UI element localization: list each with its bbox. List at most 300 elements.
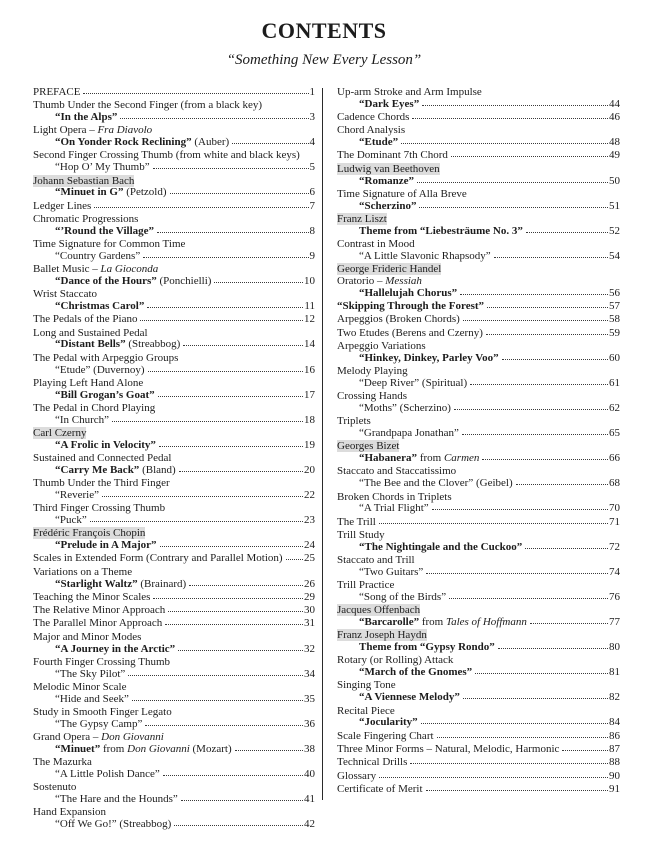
page-number: 71 <box>609 515 620 528</box>
dot-leader <box>460 294 608 295</box>
dot-leader <box>525 548 608 549</box>
page-number: 72 <box>609 540 620 553</box>
toc-entry <box>33 657 315 681</box>
entry-text <box>337 784 423 796</box>
entry-text <box>359 403 451 415</box>
text-segment: Variations on a Theme <box>33 565 133 578</box>
text-segment: “A Little Polish Dance” <box>55 768 160 781</box>
text-segment: Fra Diavolo <box>97 124 153 137</box>
text-segment: “The Bee and the Clover” (Geibel) <box>359 477 513 490</box>
dot-leader <box>120 118 308 119</box>
text-segment: The Relative Minor Approach <box>33 604 166 617</box>
entry-text <box>337 112 409 124</box>
page-number: 82 <box>609 691 620 704</box>
text-segment: Fourth Finger Crossing Thumb <box>33 655 171 668</box>
entry-text <box>55 719 142 731</box>
toc-line <box>33 187 315 199</box>
text-segment: “Romanze” <box>359 174 414 187</box>
composer-name: Johann Sebastian Bach <box>33 174 135 187</box>
entry-text <box>359 567 423 579</box>
text-segment: “Dance of the Hours” <box>55 274 157 287</box>
toc-line <box>337 453 620 465</box>
toc-line <box>337 353 620 365</box>
dot-leader <box>421 723 608 724</box>
dot-leader <box>426 790 608 791</box>
text-segment: “Barcarolle” <box>359 615 420 628</box>
page-number: 49 <box>609 149 620 162</box>
toc-line <box>337 428 620 440</box>
text-segment: “Distant Bells” <box>55 338 126 351</box>
text-segment: “Moths” (Scherzino) <box>359 401 451 414</box>
toc-line <box>337 251 620 263</box>
text-segment: Arpeggios (Broken Chords) <box>337 313 460 326</box>
text-segment: “Scherzino” <box>359 199 417 212</box>
text-segment: Three Minor Forms – Natural, Melodic, Harmonic <box>337 742 560 755</box>
toc-entry <box>33 214 315 238</box>
dot-leader <box>526 232 608 233</box>
entry-text <box>55 301 144 313</box>
dot-leader <box>516 484 608 485</box>
text-segment: Sostenuto <box>33 781 77 794</box>
text-segment: Recital Piece <box>337 704 395 717</box>
text-segment: The Trill <box>337 515 376 528</box>
toc-entry <box>337 87 620 111</box>
page-number: 44 <box>609 97 620 110</box>
toc-line <box>33 744 315 756</box>
text-segment: “Bill Grogan’s Goat” <box>55 388 155 401</box>
entry-text <box>33 87 80 99</box>
page-number: 56 <box>609 286 620 299</box>
entry-text <box>55 112 117 124</box>
text-segment: (Brainard) <box>137 577 187 590</box>
composer-name: Ludwig van Beethoven <box>337 162 440 175</box>
page-number: 30 <box>304 604 315 617</box>
toc-entry <box>337 466 620 490</box>
entry-text <box>359 617 527 629</box>
page-number: 19 <box>304 438 315 451</box>
text-segment: “The Nightingale and the Cuckoo” <box>359 540 523 553</box>
toc-entry <box>33 503 315 527</box>
text-segment: The Dominant 7th Chord <box>337 149 448 162</box>
entry-text <box>33 314 137 326</box>
text-segment: Chord Analysis <box>337 124 406 137</box>
page-number: 91 <box>609 782 620 795</box>
text-segment: Up-arm Stroke and Arm Impulse <box>337 86 482 98</box>
page-number: 29 <box>304 590 315 603</box>
toc-entry <box>33 757 315 781</box>
dot-leader <box>158 396 303 397</box>
toc-entry <box>337 441 620 465</box>
entry-text <box>33 592 150 604</box>
toc-entry <box>33 403 315 427</box>
toc-entry <box>337 391 620 415</box>
text-segment: “Carry Me Back” <box>55 463 140 476</box>
text-segment: “Habanera” <box>359 452 418 465</box>
entry-text <box>359 99 419 111</box>
page-number: 7 <box>309 199 315 212</box>
dot-leader <box>214 282 303 283</box>
page-number: 70 <box>609 502 620 515</box>
toc-entry <box>337 517 620 529</box>
text-segment: “Puck” <box>55 514 87 527</box>
dot-leader <box>140 320 303 321</box>
toc-entry <box>33 732 315 756</box>
toc-entry <box>337 314 620 326</box>
page-number: 38 <box>304 742 315 755</box>
toc-entry <box>33 707 315 731</box>
toc-line <box>337 201 620 213</box>
entry-text <box>55 276 211 288</box>
toc-entry <box>337 530 620 554</box>
toc-entry <box>337 492 620 516</box>
dot-leader <box>153 168 309 169</box>
toc-line <box>337 667 620 679</box>
entry-text <box>55 415 109 427</box>
toc-entry <box>337 150 620 162</box>
toc-line <box>33 515 315 527</box>
text-segment: “Grandpapa Jonathan” <box>359 427 459 440</box>
text-segment: Light Opera – <box>33 124 98 137</box>
dot-leader <box>232 143 308 144</box>
entry-text <box>33 553 283 565</box>
toc-line <box>337 692 620 704</box>
text-segment: “A Trial Flight” <box>359 502 429 515</box>
toc-entry <box>33 328 315 352</box>
toc-entry <box>33 87 315 99</box>
entry-text <box>359 503 429 515</box>
entry-text <box>359 251 491 263</box>
toc-line <box>33 719 315 731</box>
toc-line <box>33 819 315 831</box>
entry-text <box>359 717 418 729</box>
composer-name: Carl Czerny <box>33 427 87 440</box>
entry-text <box>55 540 157 552</box>
toc-line <box>33 201 315 213</box>
text-segment: Ledger Lines <box>33 199 92 212</box>
text-segment: (Bland) <box>139 463 176 476</box>
toc-entry <box>33 264 315 288</box>
text-segment: “A Frolic in Velocity” <box>55 438 156 451</box>
toc-line <box>337 542 620 554</box>
page-number: 10 <box>304 274 315 287</box>
dot-leader <box>174 825 303 826</box>
text-segment: Don Giovanni <box>127 742 190 755</box>
dot-leader <box>419 207 608 208</box>
text-segment: Thumb Under the Third Finger <box>33 477 170 490</box>
page-number: 34 <box>304 667 315 680</box>
entry-text <box>55 226 154 238</box>
toc-line <box>33 605 315 617</box>
page-number: 86 <box>609 729 620 742</box>
entry-text <box>337 328 483 340</box>
dot-leader <box>498 648 608 649</box>
toc-line <box>33 540 315 552</box>
page-number: 48 <box>609 136 620 149</box>
dot-leader <box>410 763 608 764</box>
toc-entry <box>33 632 315 656</box>
entry-text <box>337 150 448 162</box>
toc-line <box>337 567 620 579</box>
page-number: 84 <box>609 716 620 729</box>
page-number: 16 <box>304 363 315 376</box>
page-number: 50 <box>609 174 620 187</box>
page-number: 24 <box>304 539 315 552</box>
toc-line <box>33 276 315 288</box>
composer-name: George Frideric Handel <box>337 263 442 276</box>
text-segment: (Auber) <box>191 136 230 149</box>
dot-leader <box>379 777 608 778</box>
toc-entry <box>33 453 315 477</box>
text-segment: Arpeggio Variations <box>337 339 426 352</box>
page-number: 66 <box>609 452 620 465</box>
toc-entry <box>337 239 620 263</box>
toc-entry <box>33 553 315 565</box>
toc-line <box>337 328 620 340</box>
toc-entry <box>33 592 315 604</box>
page-number: 87 <box>609 742 620 755</box>
text-segment: “Hallelujah Chorus” <box>359 286 458 299</box>
text-segment: “On Yonder Rock Reclining” <box>55 136 192 149</box>
toc-line <box>337 757 620 769</box>
toc-entry <box>33 605 315 617</box>
text-segment: “Off We Go!” (Streabbog) <box>55 818 172 831</box>
text-segment: Time Signature for Common Time <box>33 238 186 251</box>
entry-text <box>55 794 178 806</box>
dot-leader <box>432 509 608 510</box>
toc-line <box>33 644 315 656</box>
text-segment: The Pedal with Arpeggio Groups <box>33 351 179 364</box>
toc-entry <box>337 605 620 629</box>
toc-entry <box>33 201 315 213</box>
toc-line <box>337 301 620 313</box>
toc-line <box>33 592 315 604</box>
dot-leader <box>486 334 608 335</box>
text-segment: “Hide and Seek” <box>55 692 129 705</box>
text-segment: Certificate of Merit <box>337 782 423 795</box>
toc-entry <box>33 478 315 502</box>
page-number: 4 <box>309 136 315 149</box>
page-number: 31 <box>304 617 315 630</box>
toc-line <box>33 390 315 402</box>
page-number: 3 <box>309 111 315 124</box>
page-number: 1 <box>309 86 315 98</box>
text-segment: “The Hare and the Hounds” <box>55 793 178 806</box>
page-number: 76 <box>609 590 620 603</box>
page-number: 58 <box>609 313 620 326</box>
text-segment: “Prelude in A Major” <box>55 539 157 552</box>
text-segment: “Minuet in G” <box>55 186 124 199</box>
toc-line <box>337 150 620 162</box>
entry-text <box>55 744 232 756</box>
dot-leader <box>417 182 608 183</box>
page-number: 62 <box>609 401 620 414</box>
page-number: 11 <box>304 300 315 313</box>
dot-leader <box>94 207 308 208</box>
dot-leader <box>179 471 303 472</box>
toc-line <box>33 794 315 806</box>
toc-entry <box>337 341 620 365</box>
page-number: 40 <box>304 768 315 781</box>
toc-entry <box>33 150 315 174</box>
text-segment: Second Finger Crossing Thumb (from white and black keys) <box>33 149 300 162</box>
toc-line <box>33 669 315 681</box>
entry-text <box>359 642 495 654</box>
dot-leader <box>463 320 608 321</box>
entry-text <box>55 162 150 174</box>
entry-text <box>359 592 446 604</box>
page-number: 57 <box>609 300 620 313</box>
toc-entry <box>337 264 620 299</box>
entry-text <box>359 176 414 188</box>
entry-text <box>359 201 416 213</box>
composer-name: Franz Joseph Haydn <box>337 629 427 642</box>
text-segment: Cadence Chords <box>337 111 410 124</box>
text-segment: Technical Drills <box>337 756 408 769</box>
text-segment: (Petzold) <box>123 186 167 199</box>
entry-text <box>55 440 156 452</box>
entry-text <box>359 453 479 465</box>
toc-entry <box>337 416 620 440</box>
dot-leader <box>470 384 608 385</box>
entry-text <box>55 251 140 263</box>
text-segment: The Parallel Minor Approach <box>33 617 163 630</box>
text-segment: Scales in Extended Form (Contrary and Parallel Motion) <box>33 552 283 565</box>
text-segment: Sustained and Connected Pedal <box>33 452 172 465</box>
text-segment: Teaching the Minor Scales <box>33 590 151 603</box>
text-segment: Ballet Music – <box>33 263 101 276</box>
toc-entry <box>33 314 315 326</box>
text-segment: “Two Guitars” <box>359 565 424 578</box>
text-segment: Playing Left Hand Alone <box>33 376 144 389</box>
composer-name: Georges Bizet <box>337 440 400 453</box>
toc-line <box>33 490 315 502</box>
toc-line <box>337 592 620 604</box>
text-segment: Hand Expansion <box>33 806 107 819</box>
entry-text <box>55 339 180 351</box>
toc-entry <box>33 239 315 263</box>
entry-text <box>55 465 176 477</box>
text-segment: Crossing Hands <box>337 390 407 403</box>
text-segment: Singing Tone <box>337 679 396 692</box>
toc-line <box>33 769 315 781</box>
toc-entry <box>337 366 620 390</box>
page-number: 5 <box>309 161 315 174</box>
toc-entry <box>337 112 620 124</box>
toc-entry <box>337 706 620 730</box>
toc-entry <box>337 189 620 213</box>
toc-line <box>33 251 315 263</box>
text-segment: (Mozart) <box>189 742 232 755</box>
entry-text <box>359 353 499 365</box>
toc-line <box>337 784 620 796</box>
dot-leader <box>454 409 608 410</box>
dot-leader <box>235 750 303 751</box>
text-segment: “A Viennese Melody” <box>359 691 460 704</box>
toc-line <box>33 618 315 630</box>
toc-line <box>337 642 620 654</box>
toc-line <box>337 403 620 415</box>
entry-text <box>33 503 165 515</box>
toc-line <box>33 440 315 452</box>
text-segment: (Ponchielli) <box>156 274 212 287</box>
entry-text <box>359 667 472 679</box>
page-number: 17 <box>304 388 315 401</box>
entry-text <box>55 365 145 377</box>
toc-line <box>33 314 315 326</box>
dot-leader <box>148 371 304 372</box>
entry-text <box>55 137 229 149</box>
dot-leader <box>102 496 303 497</box>
toc-line <box>33 579 315 591</box>
toc-entry <box>33 125 315 149</box>
text-segment: Oratorio – <box>337 274 386 287</box>
text-segment: Scale Fingering Chart <box>337 729 434 742</box>
text-segment: Long and Sustained Pedal <box>33 326 148 339</box>
page-number: 6 <box>309 186 315 199</box>
page-number: 59 <box>609 326 620 339</box>
entry-text <box>337 301 484 313</box>
text-segment: “The Gypsy Camp” <box>55 717 143 730</box>
dot-leader <box>451 156 608 157</box>
text-segment: Rotary (or Rolling) Attack <box>337 654 454 667</box>
toc-line <box>337 112 620 124</box>
entry-text <box>359 226 523 238</box>
text-segment: Glossary <box>337 769 377 782</box>
dot-leader <box>128 675 303 676</box>
text-segment: Thumb Under the Second Finger (from a black key) <box>33 99 263 112</box>
page-number: 42 <box>304 818 315 831</box>
text-segment: Messiah <box>385 274 422 287</box>
text-segment: “In the Alps” <box>55 111 118 124</box>
toc-line <box>33 553 315 565</box>
dot-leader <box>426 573 608 574</box>
dot-leader <box>183 345 303 346</box>
toc-entry <box>33 100 315 124</box>
composer-name: Jacques Offenbach <box>337 604 421 617</box>
text-segment: Don Giovanni <box>101 731 164 744</box>
toc-line <box>33 87 315 99</box>
page-number: 68 <box>609 477 620 490</box>
toc-entry <box>33 618 315 630</box>
text-segment: Contrast in Mood <box>337 238 415 251</box>
entry-text <box>55 644 175 656</box>
text-segment: “Christmas Carol” <box>55 300 145 313</box>
text-segment: from <box>100 742 128 755</box>
column-divider <box>322 88 323 800</box>
text-segment: Carmen <box>443 452 480 465</box>
dot-leader <box>143 257 308 258</box>
dot-leader <box>181 800 303 801</box>
toc-line <box>337 99 620 111</box>
page-number: 77 <box>609 615 620 628</box>
entry-text <box>55 819 171 831</box>
toc-entry <box>33 353 315 377</box>
text-segment: Melody Playing <box>337 365 408 378</box>
page-number: 23 <box>304 514 315 527</box>
toc-entry <box>337 771 620 783</box>
text-segment: Third Finger Crossing Thumb <box>33 502 166 515</box>
page-number: 18 <box>304 413 315 426</box>
toc-entry <box>33 176 315 200</box>
toc-entry <box>33 682 315 706</box>
dot-leader <box>145 725 303 726</box>
dot-leader <box>159 446 303 447</box>
entry-text <box>337 731 434 743</box>
entry-text <box>337 314 460 326</box>
page-subtitle: “Something New Every Lesson” <box>226 52 422 68</box>
text-segment: (Streabbog) <box>125 338 181 351</box>
entry-text <box>55 515 87 527</box>
